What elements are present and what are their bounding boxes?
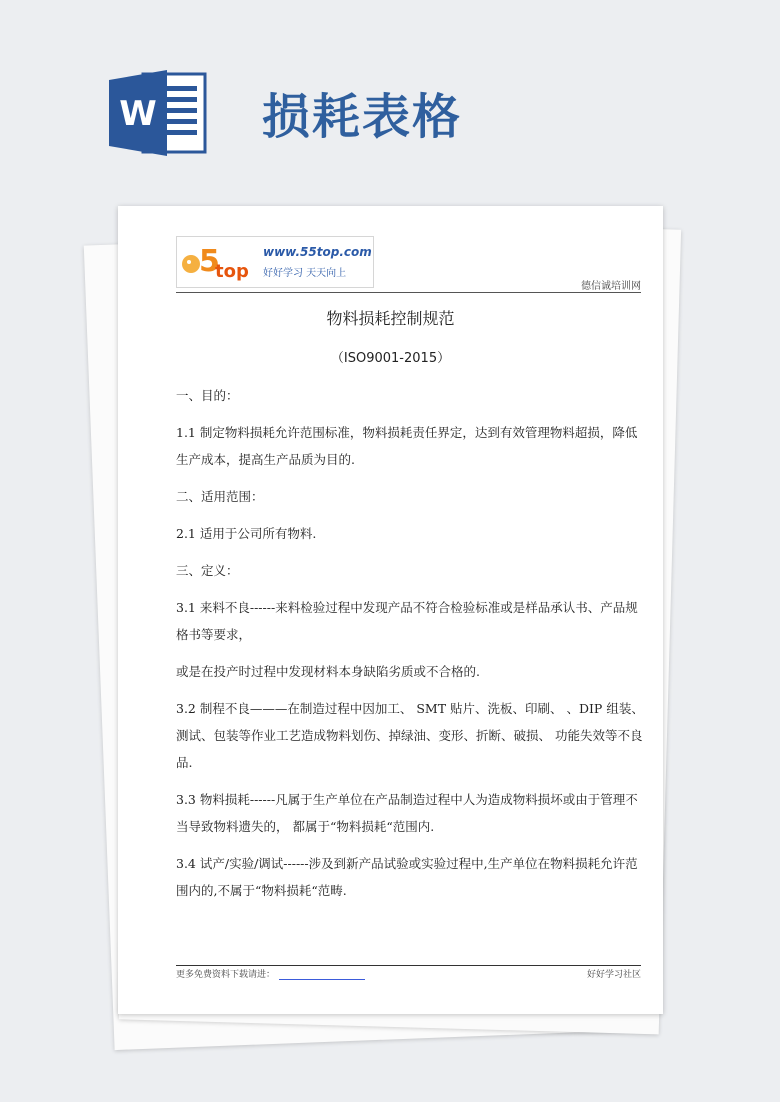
svg-text:top: top bbox=[215, 261, 249, 282]
footer-download-link[interactable] bbox=[279, 979, 365, 980]
footer-right: 好好学习社区 bbox=[586, 970, 641, 980]
paragraph: 1.1 制定物料损耗允许范围标准，物料损耗责任界定，达到有效管理物料超损，降低生产成本，提高生产品质为目的. bbox=[176, 425, 638, 467]
paragraph: 3.3 物料损耗------凡属于生产单位在产品制造过程中人为造成物料损坏或由于管理不当导致物料遗失的， 都属于“物料损耗“范围内. bbox=[176, 792, 638, 834]
svg-text:5: 5 bbox=[199, 244, 220, 279]
logo-url: www.55top.com bbox=[263, 245, 372, 259]
document-subtitle: （ISO9001-2015） bbox=[330, 351, 451, 366]
section-heading: 一、目的： bbox=[176, 388, 239, 403]
section-heading: 三、定义： bbox=[176, 563, 239, 578]
header-divider bbox=[176, 292, 641, 293]
site-logo bbox=[176, 236, 374, 288]
banner-title: 损耗表格 bbox=[262, 89, 463, 145]
footer-download-text: 更多免费资料下载请进： bbox=[176, 970, 276, 980]
footer-left bbox=[176, 967, 365, 980]
logo-slogan: 好好学习 天天向上 bbox=[263, 268, 347, 279]
site-name: 德信诚培训网 bbox=[581, 281, 641, 292]
paragraph: 3.1 来料不良------来料检验过程中发现产品不符合检验标准或是样品承认书、产品规格书等要求， bbox=[176, 600, 638, 642]
paragraph: 3.2 制程不良———在制造过程中因加工、 SMT 贴片、洗板、印刷、 、DIP 组装、测试、包装等作业工艺造成物料划伤、掉绿油、变形、折断、破损、 功能失效等不良品. bbox=[176, 701, 644, 770]
document-body bbox=[176, 382, 646, 914]
document-title: 物料损耗控制规范 bbox=[326, 309, 455, 328]
paragraph: 3.4 试产/实验/调试------涉及到新产品试验或实验过程中,生产单位在物料损耗允许范围内的,不属于“物料损耗“范畴. bbox=[176, 856, 638, 898]
paragraph: 或是在投产时过程中发现材料本身缺陷劣质或不合格的. bbox=[176, 664, 480, 679]
footer-divider bbox=[176, 965, 641, 966]
word-icon-letter: W bbox=[119, 94, 157, 134]
document-page bbox=[118, 206, 663, 1014]
paragraph: 2.1 适用于公司所有物料. bbox=[176, 526, 317, 541]
55top-logo-icon bbox=[177, 237, 261, 285]
section-heading: 二、适用范围： bbox=[176, 489, 264, 504]
word-document-icon bbox=[109, 70, 209, 156]
